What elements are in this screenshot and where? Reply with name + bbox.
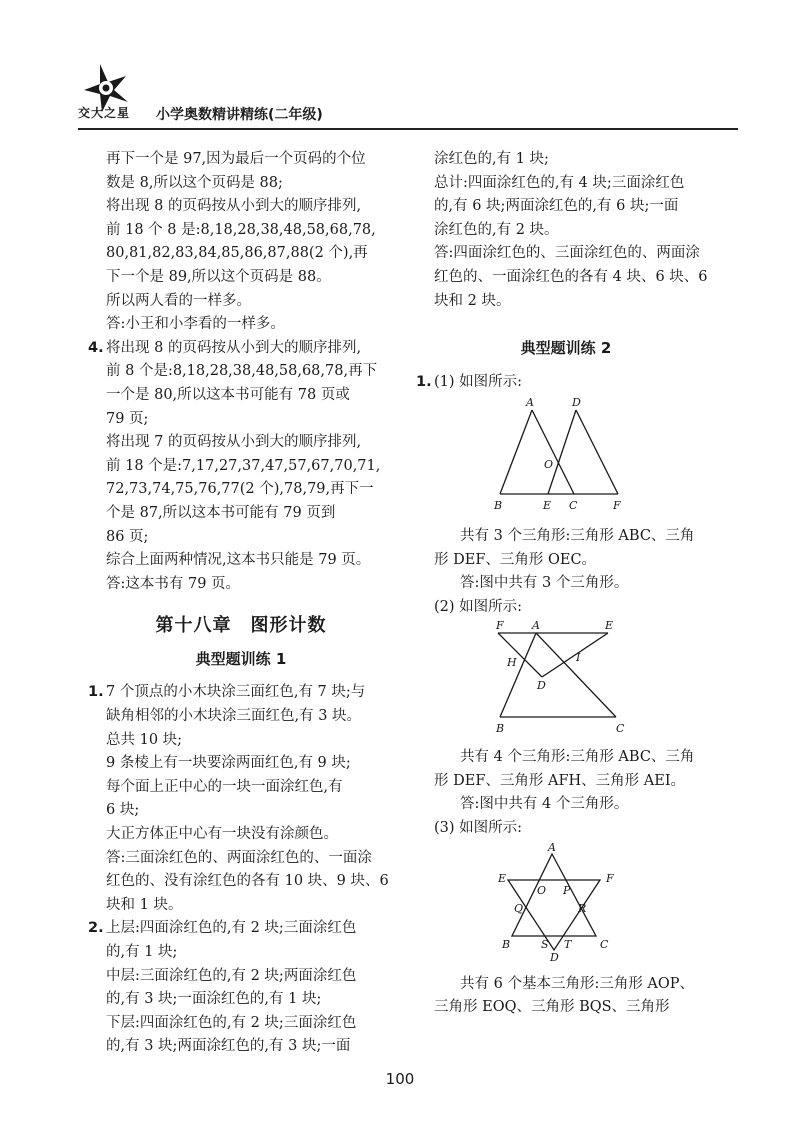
question-number: 2. [88, 920, 104, 937]
text-line: 的,有 1 块; [106, 944, 178, 960]
left-column [88, 148, 394, 1059]
point-label-D: D [572, 396, 581, 410]
text-line: 6 块; [106, 802, 140, 819]
text-line: 将出现 7 的页码按从小到大的顺序排列, [106, 434, 362, 451]
brand-logo-text: 交大之星 [78, 106, 131, 120]
text-line: 所以两人看的一样多。 [106, 292, 251, 309]
question-1 [88, 681, 394, 705]
text-line: 共有 4 个三角形:三角形 ABC、三角 [460, 748, 695, 765]
text-line: 个是 87,所以这本书可能有 79 页到 [106, 504, 336, 521]
segment-AB [500, 410, 532, 494]
segment-DE [548, 410, 576, 494]
triangle-ABC [512, 854, 596, 936]
segment-AC [532, 410, 574, 494]
section-title: 典型题训练 2 [520, 339, 612, 358]
text-line: 数是 8,所以这个页码是 88; [106, 174, 283, 191]
point-label-E: E [543, 499, 552, 513]
point-label-F: F [606, 872, 614, 886]
point-label-E: E [605, 621, 614, 633]
text-line: 7 个顶点的小木块涂三面红色,有 7 块;与 [106, 684, 366, 701]
two-triangles-diagram [416, 396, 716, 514]
text-line: 9 条棱上有一块要涂两面红色,有 9 块; [106, 755, 351, 772]
point-label-D: D [550, 951, 559, 963]
text-line: 前 8 个是:8,18,28,38,48,58,68,78,再下 [106, 363, 378, 380]
text-line: 前 18 个 8 是:8,18,28,38,48,58,68,78, [106, 221, 376, 238]
text-line: 72,73,74,75,76,77(2 个),78,79,再下一 [106, 481, 374, 498]
text-line: 共有 3 个三角形:三角形 ABC、三角 [460, 527, 695, 544]
figure-3 [416, 842, 716, 971]
text-line: 上层:四面涂红色的,有 2 块;三面涂红色 [106, 920, 357, 937]
answer-line: 答:三面涂红色的、两面涂红色的、一面涂 [106, 849, 372, 866]
text-line: 的,有 6 块;两面涂红色的,有 6 块;一面 [434, 198, 679, 215]
text-line: 大正方体正中心有一块没有涂颜色。 [106, 826, 338, 843]
header-rule [78, 128, 738, 130]
text-line: 形 DEF、三角形 OEC。 [434, 551, 597, 568]
text-line: 一个是 80,所以这本书可能有 78 页或 [106, 386, 350, 403]
question-4 [88, 337, 394, 361]
overlapping-triangles-diagram [416, 621, 716, 735]
text-line: 79 页; [106, 410, 149, 427]
point-label-A: A [526, 396, 534, 410]
point-label-C: C [569, 499, 578, 513]
text-line: 的,有 3 块;两面涂红色的,有 3 块;一面 [106, 1038, 351, 1055]
point-label-R: R [578, 902, 587, 916]
point-label-T: T [564, 938, 572, 952]
text-line: 86 页; [106, 528, 149, 545]
answer-line: 答:四面涂红色的、三面涂红色的、两面涂 [434, 245, 700, 262]
text-line: 下一个是 89,所以这个页码是 88。 [106, 268, 331, 285]
point-label-E: E [498, 872, 507, 886]
text-line: 块和 2 块。 [434, 292, 511, 309]
text-line: 总计:四面涂红色的,有 4 块;三面涂红色 [434, 174, 685, 191]
question-1 [416, 371, 716, 395]
text-line: 涂红色的,有 1 块; [434, 151, 549, 167]
question-number: 1. [88, 684, 104, 701]
text-line: 再下一个是 97,因为最后一个页码的个位 [106, 151, 366, 167]
text-line: 三角形 EOQ、三角形 BQS、三角形 [434, 999, 670, 1016]
text-line: 共有 6 个基本三角形:三角形 AOP、 [460, 975, 695, 992]
figure-1 [416, 396, 716, 523]
chapter-title: 第十八章 图形计数 [155, 615, 327, 637]
segment-DE [542, 633, 608, 677]
text-line: 中层:三面涂红色的,有 2 块;两面涂红色 [106, 967, 357, 984]
point-label-B: B [494, 499, 503, 513]
question-2 [88, 917, 394, 941]
text-line: 将出现 8 的页码按从小到大的顺序排列, [106, 198, 362, 215]
sub-question-label: (3) 如图所示: [434, 819, 523, 836]
text-line: 红色的、一面涂红色的各有 4 块、6 块、6 [434, 268, 708, 285]
text-line: 综合上面两种情况,这本书只能是 79 页。 [106, 552, 371, 569]
text-line: 形 DEF、三角形 AFH、三角形 AEI。 [434, 772, 686, 789]
text-line: 80,81,82,83,84,85,86,87,88(2 个),再 [106, 245, 368, 262]
point-label-D: D [537, 679, 546, 693]
point-label-F: F [496, 621, 504, 633]
point-label-B: B [502, 938, 511, 952]
text-line: 红色的、没有涂红色的各有 10 块、9 块、6 [106, 873, 389, 890]
text-line: 将出现 8 的页码按从小到大的顺序排列, [106, 339, 362, 356]
text-line: 的,有 3 块;一面涂红色的,有 1 块; [106, 991, 322, 1008]
point-label-H: H [507, 656, 517, 670]
point-label-A: A [532, 621, 540, 633]
segment-DF [576, 410, 618, 494]
sub-question-label: (1) 如图所示: [434, 373, 523, 390]
sub-question-label: (2) 如图所示: [434, 598, 523, 615]
right-column [416, 148, 716, 1020]
answer-line: 答:图中共有 4 个三角形。 [460, 796, 629, 813]
section-title: 典型题训练 1 [195, 649, 287, 668]
segment-AC [536, 633, 616, 717]
point-label-O: O [537, 884, 547, 898]
answer-line: 答:小王和小李看的一样多。 [106, 316, 285, 333]
point-label-C: C [600, 938, 609, 952]
text-line: 块和 1 块。 [106, 896, 183, 913]
text-line: 每个面上正中心的一块一面涂红色,有 [106, 778, 343, 795]
segment-AB [500, 633, 536, 717]
page-header [78, 60, 738, 132]
text-line: 下层:四面涂红色的,有 2 块;三面涂红色 [106, 1014, 357, 1031]
text-line: 前 18 个是:7,17,27,37,47,57,67,70,71, [106, 457, 381, 474]
point-label-A: A [548, 842, 556, 855]
point-label-O: O [544, 458, 554, 472]
book-title: 小学奥数精讲精练(二年级) [156, 107, 323, 123]
point-label-B: B [496, 722, 505, 736]
figure-2 [416, 621, 716, 744]
text-line: 涂红色的,有 2 块。 [434, 221, 559, 238]
point-label-P: P [563, 884, 571, 898]
question-number: 1. [416, 373, 432, 390]
answer-line: 答:图中共有 3 个三角形。 [460, 575, 629, 592]
text-line: 总共 10 块; [106, 731, 183, 748]
page-number: 100 [385, 1070, 415, 1088]
point-label-Q: Q [514, 902, 524, 916]
question-number: 4. [88, 339, 104, 356]
text-line: 缺角相邻的小木块涂三面红色,有 3 块。 [106, 708, 362, 725]
answer-line: 答:这本书有 79 页。 [106, 575, 241, 592]
point-label-F: F [613, 499, 621, 513]
point-label-S: S [541, 938, 549, 952]
point-label-I: I [576, 651, 581, 665]
six-pointed-star-diagram [416, 842, 716, 962]
point-label-C: C [616, 722, 625, 736]
